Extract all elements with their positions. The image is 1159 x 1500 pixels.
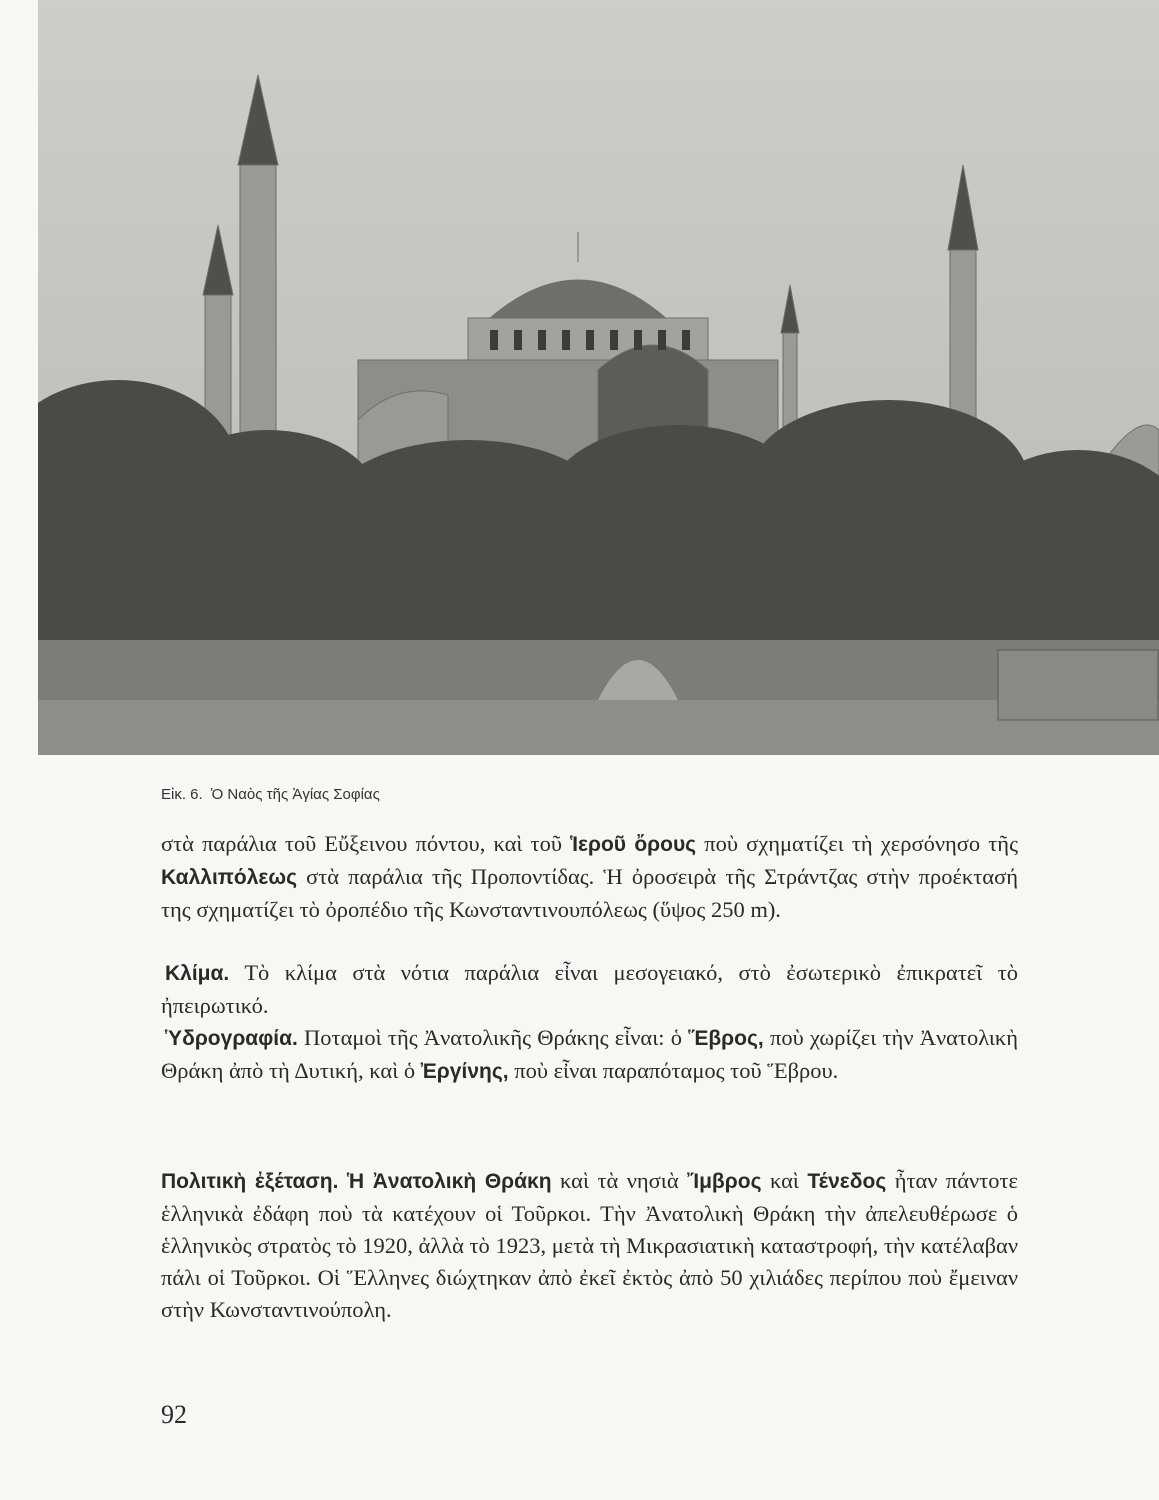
p2-text-1: Τὸ κλίμα στὰ νότια παράλια εἶναι μεσογειακό, στὸ ἐσωτερικὸ ἐπικρατεῖ τὸ ἠπειρωτικό. bbox=[161, 960, 1018, 1018]
term-erginis: Ἐργίνης, bbox=[420, 1060, 509, 1083]
term-tenedos: Τένεδος bbox=[807, 1170, 887, 1193]
photo-illustration bbox=[38, 0, 1159, 755]
p4-text-3: καὶ bbox=[761, 1168, 808, 1193]
term-imvros: Ἴμβρος bbox=[687, 1170, 762, 1193]
heading-klima: Κλίμα. bbox=[165, 962, 230, 985]
p1-text-2: ποὺ σχηματίζει τὴ χερσόνησο τῆς bbox=[696, 831, 1018, 856]
term-evros: Ἕβρος, bbox=[688, 1027, 764, 1050]
paragraph-ydrografia bbox=[161, 1022, 1018, 1088]
p4-text-4: ἦταν πάντοτε ἑλληνικὰ ἐδάφη ποὺ τὰ κατέχουν οἱ Τοῦρκοι. Τὴν Ἀνατολικὴ Θράκη τὴν ἀπελευθέρωσε ὁ ἑλληνικὸς στρατὸς τὸ 1920, ἀλλὰ τὸ 1923, μετὰ τὴ Μικρασιατικὴ καταστροφή, τὴν κατέλαβαν πάλι οἱ Τοῦρκοι. Οἱ Ἕλληνες διώχτηκαν ἀπὸ ἐκεῖ ἐκτὸς ἀπὸ 50 χιλιάδες περίπου ποὺ ἔμειναν στὴν Κωνσταντινούπολη. bbox=[161, 1168, 1019, 1322]
p1-text-3: στὰ παράλια τῆς Προποντίδας. Ἡ ὀροσειρὰ τῆς Στράντζας στὴν προέκτασή της σχηματίζει τὸ ὀροπέδιο τῆς Κωνσταντινουπόλεως (ὕψος 250 m). bbox=[161, 864, 1018, 922]
page-number: 92 bbox=[161, 1400, 187, 1429]
figure-caption-text: Ὁ Ναὸς τῆς Ἁγίας Σοφίας bbox=[210, 786, 380, 803]
term-kallipoleos: Καλλιπόλεως bbox=[161, 866, 297, 889]
term-ierou-orous: Ἱεροῦ ὄρους bbox=[570, 833, 697, 856]
p1-text-1: στὰ παράλια τοῦ Εὔξεινου πόντου, καὶ τοῦ bbox=[161, 831, 571, 856]
heading-ydrografia: Ὑδρογραφία. bbox=[165, 1027, 298, 1050]
paragraph-politiki bbox=[161, 1165, 1018, 1326]
figure-caption bbox=[161, 786, 380, 803]
figure-label: Εἰκ. 6. bbox=[161, 786, 203, 803]
p4-text-1 bbox=[338, 1168, 346, 1193]
p4-text-2: καὶ τὰ νησιὰ bbox=[551, 1168, 688, 1193]
paragraph-klima bbox=[161, 957, 1018, 1022]
p3-text-3: ποὺ εἶναι παραπόταμος τοῦ Ἕβρου. bbox=[508, 1058, 839, 1083]
p3-text-1: Ποταμοὶ τῆς Ἀνατολικῆς Θράκης εἶναι: ὁ bbox=[297, 1025, 689, 1050]
term-anatoliki-thraki: Ἡ Ἀνατολικὴ Θράκη bbox=[346, 1170, 552, 1193]
heading-politiki-exetasi: Πολιτικὴ ἐξέταση. bbox=[161, 1170, 339, 1193]
hagia-sophia-photo bbox=[38, 0, 1159, 755]
paragraph-1 bbox=[161, 828, 1018, 926]
p3-text-2: ποὺ χωρίζει τὴν Ἀνατολικὴ Θράκη ἀπὸ τὴ Δυτική, καὶ ὁ bbox=[161, 1025, 1018, 1083]
